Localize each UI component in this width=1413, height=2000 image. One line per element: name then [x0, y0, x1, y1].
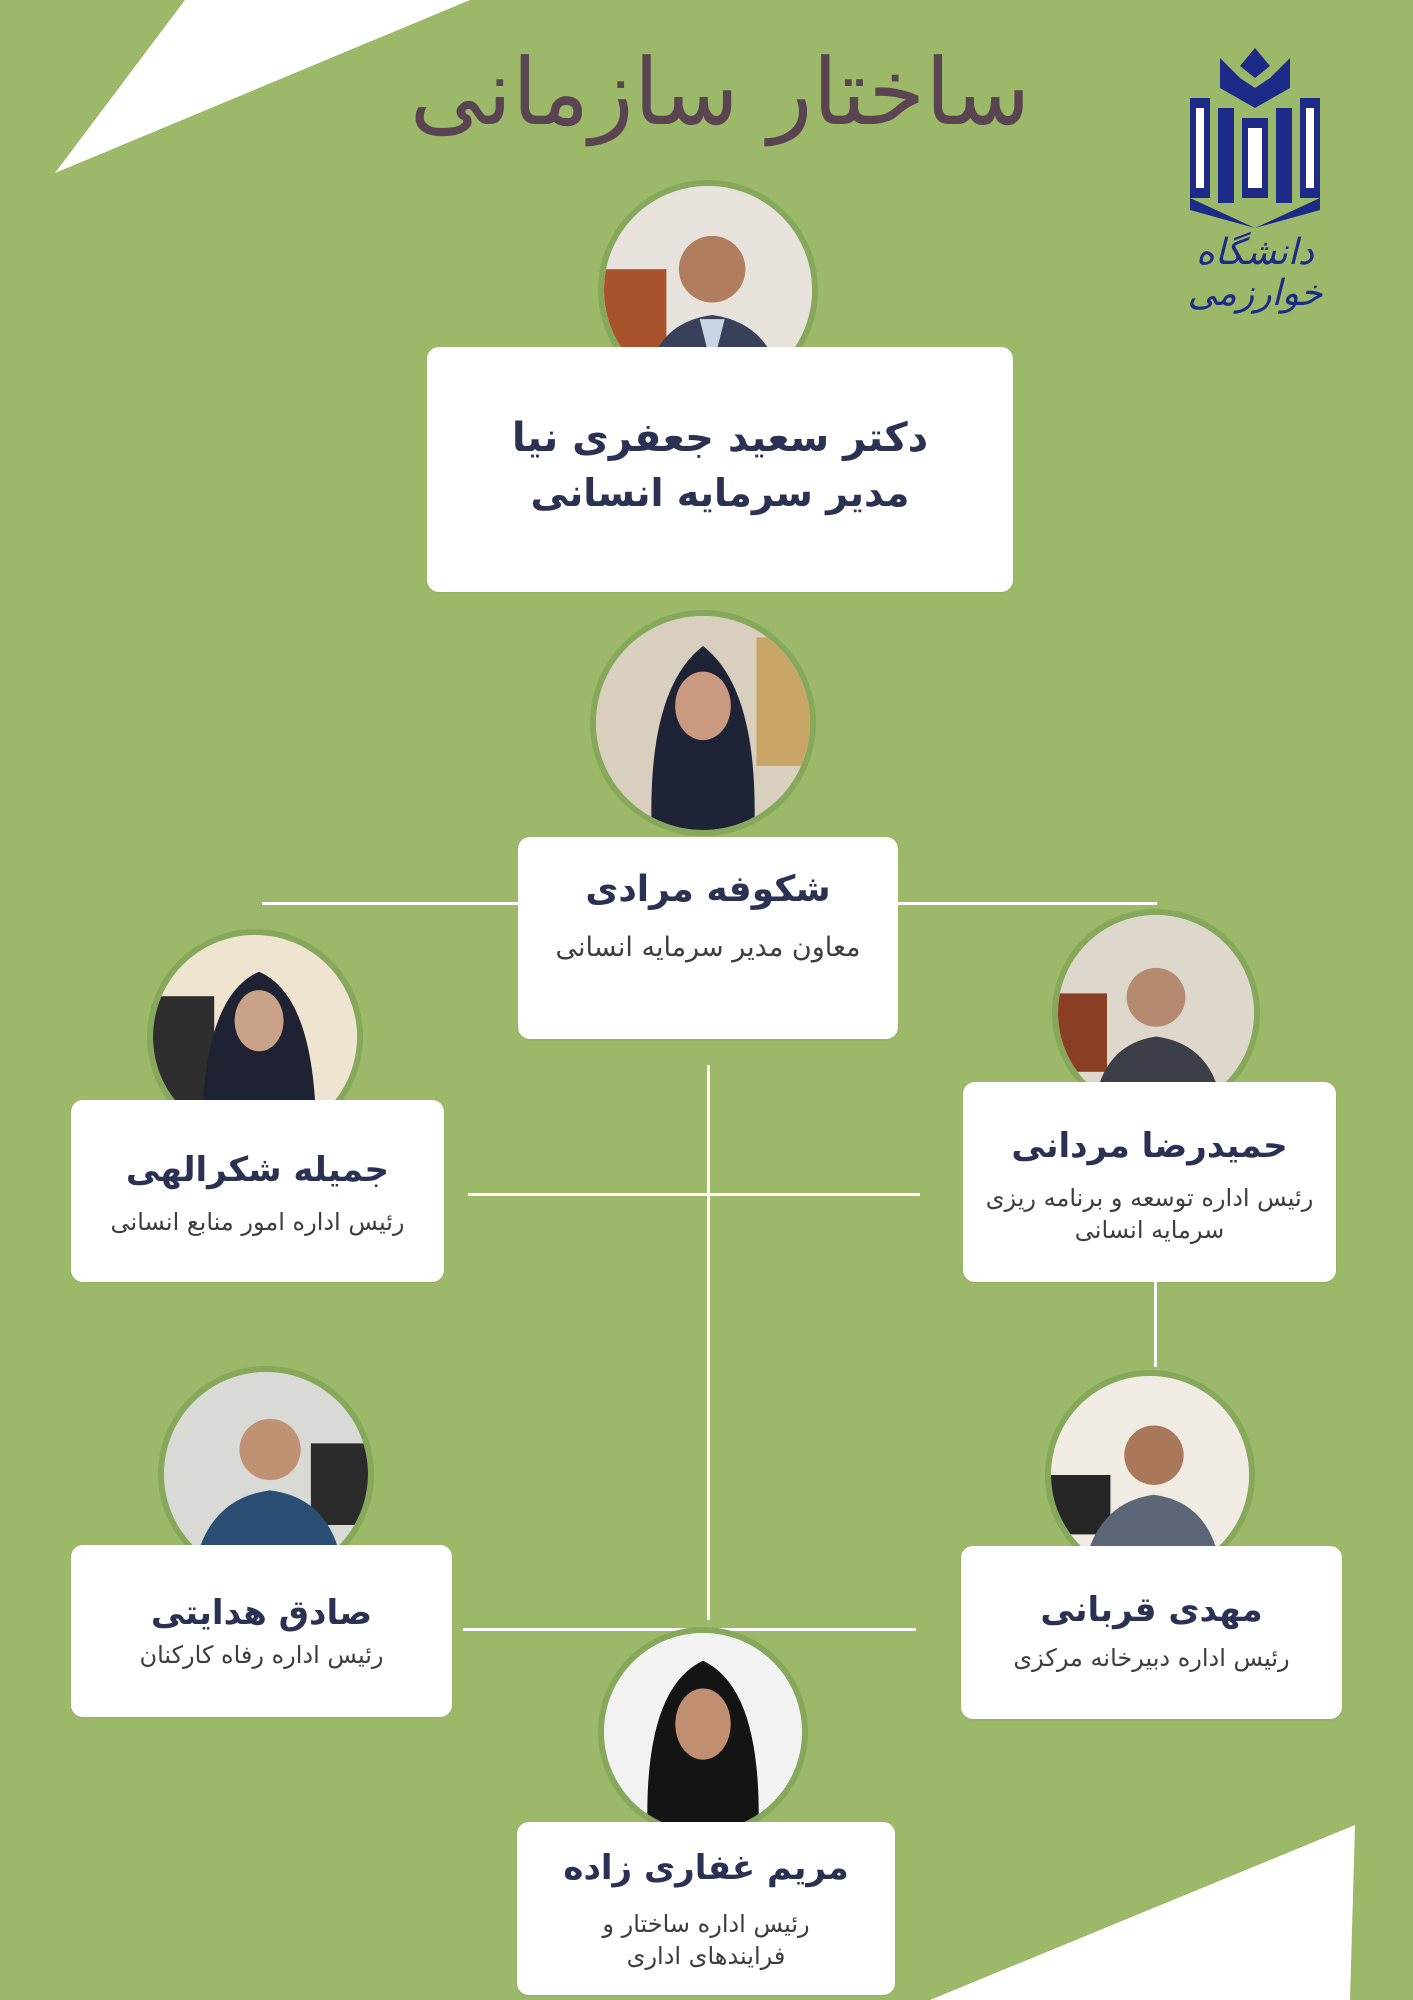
sadegh-card: [71, 1545, 452, 1717]
mahdi-card: [961, 1546, 1342, 1719]
mahdi-role: رئیس اداره دبیرخانه مرکزی: [1013, 1644, 1290, 1672]
maryam-name: مریم غفاری زاده: [563, 1848, 849, 1888]
connector-vertical-right: [1154, 1282, 1157, 1367]
page-title: ساختار سازمانی: [409, 39, 1031, 146]
jamileh-role: رئیس اداره امور منابع انسانی: [110, 1208, 405, 1236]
deputy-card: [518, 837, 898, 1039]
sadegh-role: رئیس اداره رفاه کارکنان: [139, 1641, 384, 1669]
director-role: مدیر سرمایه انسانی: [530, 471, 910, 515]
deputy-name: شکوفه مرادی: [585, 869, 831, 910]
hamidreza-card: [963, 1082, 1336, 1282]
logo-text: دانشگاه خوارزمی: [1187, 232, 1323, 314]
deputy-photo: [590, 610, 816, 836]
hamidreza-role-line2: سرمایه انسانی: [1074, 1216, 1225, 1244]
mahdi-name: مهدی قربانی: [1040, 1590, 1263, 1630]
deputy-role: معاون مدیر سرمایه انسانی: [555, 932, 861, 963]
corner-triangle-bottom-right: [930, 1820, 1413, 2000]
hamidreza-role-line1: رئیس اداره توسعه و برنامه ریزی: [985, 1184, 1314, 1212]
connector-horizontal-middle: [468, 1193, 920, 1196]
maryam-role-line2: فرایندهای اداری: [626, 1942, 786, 1970]
university-emblem-icon: [1180, 48, 1330, 228]
maryam-card: [517, 1822, 895, 1995]
hamidreza-name: حمیدرضا مردانی: [1011, 1126, 1288, 1166]
jamileh-card: [71, 1100, 444, 1282]
maryam-role-line1: رئیس اداره ساختار و: [602, 1910, 810, 1938]
connector-vertical-center: [707, 1065, 710, 1620]
director-card: [427, 347, 1013, 592]
sadegh-name: صادق هدایتی: [150, 1593, 373, 1633]
director-name: دکتر سعید جعفری نیا: [511, 415, 929, 461]
jamileh-name: جمیله شکرالهی: [125, 1150, 390, 1190]
maryam-photo: [598, 1627, 808, 1837]
